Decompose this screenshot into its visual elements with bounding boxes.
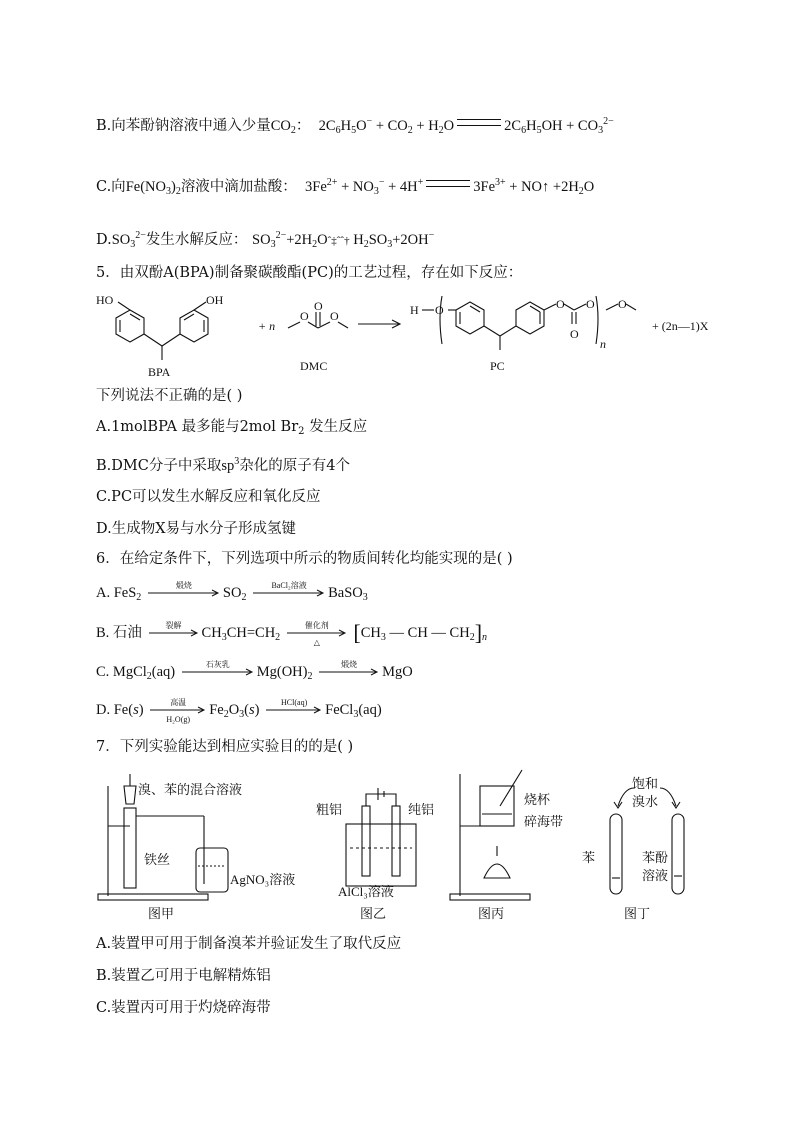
q5-reaction-figure — [90, 288, 730, 380]
ding-sat1-label: 饱和 — [632, 776, 659, 791]
q5-option-a: A.1molBPA 最多能与2mol $Br_2$ 发生反应 — [96, 419, 368, 437]
q5-option-b: B.DMC分子中采取$sp^3$杂化的原子有4个 — [96, 456, 350, 474]
q4-b-equation: $2C_6H_5O^- + CO_2 + H_2O$ $2C_6H_5OH + CO_3^{2-}$ — [315, 116, 614, 136]
bpa-ho-label: HO — [96, 293, 114, 307]
q6-option-a: A. FeS$_2$ 煅烧 $SO_2$ BaCl₂溶液 BaSO$_3$ — [96, 581, 368, 603]
ding-benzene-label: 苯 — [582, 850, 596, 865]
q7-apparatus-figure — [94, 766, 714, 924]
byproduct-x: + (2n—1)X — [652, 319, 709, 333]
yi-pure-label: 纯铝 — [408, 802, 435, 817]
jia-caption: 图甲 — [148, 906, 175, 921]
q7-option-c: C.装置丙可用于灼烧碎海带 — [96, 1000, 271, 1016]
jia-wire-label: 铁丝 — [144, 852, 171, 867]
q4-c-equation: $3Fe^{2+} + NO_3^- + 4H^+$ $3Fe^{3+}$ + NO↑ $+2H_2O$ — [301, 177, 595, 197]
pc-n-subscript: n — [600, 337, 606, 351]
jia-agno3-label: AgNO₃溶液 — [230, 872, 296, 887]
q6-option-c: C. MgCl$_2$(aq) 石灰乳 $Mg(OH)_2$ 煅烧 MgO — [96, 660, 413, 682]
ding-phenol1-label: 苯酚 — [642, 850, 669, 865]
bing-beaker-label: 烧杯 — [524, 792, 551, 807]
q4-option-b: B.向苯酚钠溶液中通入少量$CO_2$： $2C_6H_5O^- + CO_2 + H_2O$ $2C_6H_5OH + CO_3^{2-}$ — [96, 116, 614, 136]
q7-option-a: A.装置甲可用于制备溴苯并验证发生了取代反应 — [96, 936, 402, 952]
pc-o1: O — [435, 303, 444, 317]
q5-option-d: D.生成物X易与水分子形成氢键 — [96, 521, 297, 537]
dmc-label: DMC — [300, 359, 328, 373]
ding-caption: 图丁 — [624, 906, 651, 921]
pc-h-label: H — [410, 303, 419, 317]
ding-phenol2-label: 溶液 — [642, 868, 669, 883]
pc-o-bottom: O — [570, 327, 579, 341]
q4-option-d: $D.SO_3^{2-}$发生水解反应： $SO_3^{2-}+2H_2Oˆ\ddagger ˆˆ\dagger$ $H_2SO_3+2OH^-$ — [96, 230, 435, 250]
bpa-oh-label: OH — [206, 293, 224, 307]
q5-stem: 5．由双酚A(BPA)制备聚碳酸酯(PC)的工艺过程，存在如下反应： — [96, 265, 523, 281]
dmc-o-top: O — [314, 299, 323, 313]
jia-mix-label: 溴、苯的混合溶液 — [138, 782, 243, 797]
q5-ask: 下列说法不正确的是( ) — [96, 388, 243, 404]
q4-d-equation: $SO_3^{2-}+2H_2Oˆ\ddagger ˆˆ\dagger$ $H_2SO_3+2OH^-$ — [252, 230, 435, 250]
q6-option-b: B. 石油 裂解 $CH_3CH=CH_2$ 催化剂 △ [$CH_3$ — CH — $CH_2]_n$ — [96, 620, 488, 647]
dmc-o1: O — [300, 309, 309, 323]
q7-option-b: B.装置乙可用于电解精炼铝 — [96, 968, 271, 984]
bpa-label: BPA — [148, 365, 171, 379]
q6-stem: 6．在给定条件下，下列选项中所示的物质间转化均能实现的是( ) — [96, 551, 513, 567]
pc-o4: O — [618, 297, 627, 311]
n-coefficient: + n — [258, 319, 276, 333]
yi-caption: 图乙 — [360, 906, 387, 921]
yi-crude-label: 粗铝 — [316, 802, 343, 817]
yi-alcl3-label: AlCl₃溶液 — [338, 884, 394, 899]
ding-sat2-label: 溴水 — [632, 794, 659, 809]
pc-o2: O — [556, 297, 565, 311]
bing-caption: 图丙 — [478, 906, 505, 921]
pc-label: PC — [490, 359, 505, 373]
q6-option-d: D. Fe(s) 高温 H₂O(g) $Fe_2O_3(s)$ HCl(aq) FeCl$_3$(aq) — [96, 698, 382, 724]
pc-o3: O — [586, 297, 595, 311]
q7-stem: 7．下列实验能达到相应实验目的的是( ) — [96, 739, 354, 755]
q4-option-c: C.向$Fe(NO_3)_2$溶液中滴加盐酸： $3Fe^{2+} + NO_3^- + 4H^+$ $3Fe^{3+}$ + NO↑ $+2H_2O$ — [96, 177, 595, 197]
dmc-o2: O — [330, 309, 339, 323]
bing-kelp-label: 碎海带 — [524, 814, 564, 829]
q5-option-c: C.PC可以发生水解反应和氧化反应 — [96, 489, 321, 505]
